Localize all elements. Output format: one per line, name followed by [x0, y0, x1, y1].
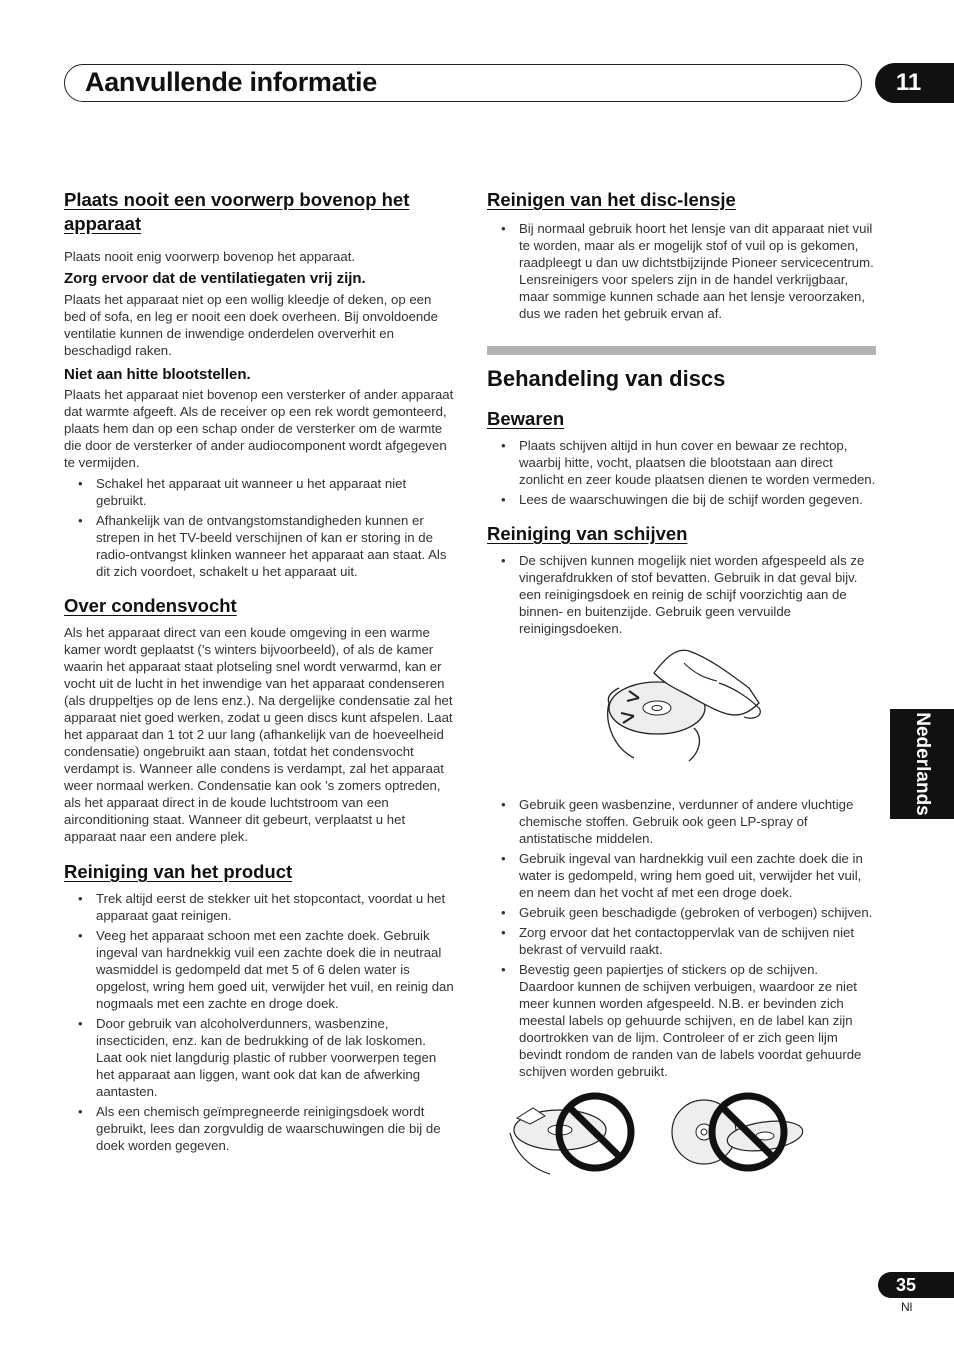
bullet-list: [487, 220, 876, 322]
bullet-list: [64, 890, 454, 1154]
no-warped-disc-drawing: [670, 1088, 805, 1178]
prohibition-illustrations: [487, 1088, 876, 1183]
paragraph: Plaats het apparaat niet bovenop een versterker of ander apparaat dat warmte afgeeft. Als de receiver op een rek wordt gemonteerd, plaats hem dan op een schap onder de versterker om de warmte die door de versterker of ander audiocomponent wordt afgegeven te vermijden.: [64, 387, 454, 470]
list-item: • Bij normaal gebruik hoort het lensje van dit apparaat niet vuil te worden, maar als er mogelijk stof of vuil op is gekomen, raadpleegt u dan uw dichtstbijzijnde Pioneer servicecentrum. Lensreinigers voor spelers zijn in de handel verkrijgbaar, maar sommige kunnen schade aan het lensje veroorzaken, dus we raden het gebruik ervan af.: [487, 220, 876, 322]
disc-wiping-drawing: [599, 643, 779, 768]
list-item: • Schakel het apparaat uit wanneer u het apparaat niet gebruikt.: [64, 475, 454, 509]
section-heading: Bewaren: [487, 408, 565, 429]
bullet-list: [64, 475, 454, 580]
list-item: • Zorg ervoor dat het contactoppervlak van de schijven niet bekrast of vervuild raakt.: [487, 924, 876, 958]
language-tab-label: Nederlands: [912, 712, 933, 816]
list-item: • Gebruik geen wasbenzine, verdunner of andere vluchtige chemische stoffen. Gebruik ook geen LP-spray of antistatische middelen.: [487, 796, 876, 847]
section-heading: Plaats nooit een voorwerp bovenop het apparaat: [64, 189, 410, 234]
bullet-list: [487, 796, 876, 1080]
list-item: • Plaats schijven altijd in hun cover en bewaar ze rechtop, waarbij hitte, vocht, plaatsen die blootstaan aan direct zonlicht en zeer koude plaatsen dienen te worden vermeden.: [487, 437, 876, 488]
list-item: • Door gebruik van alcoholverdunners, wasbenzine, insecticiden, enz. kan de bedrukking of de lak loskomen. Laat ook niet langdurig plastic of rubber voorwerpen tegen het apparaat aan liggen, want ook dat kan de afwerking aantasten.: [64, 1015, 454, 1100]
subheading: Niet aan hitte blootstellen.: [64, 366, 251, 383]
list-item: • Gebruik ingeval van hardnekkig vuil een zachte doek die in water is gedompeld, wring hem goed uit, verwijder het vuil, en neem dan het vocht af met een droge doek.: [487, 850, 876, 901]
paragraph: Plaats het apparaat niet op een wollig kleedje of deken, op een bed of sofa, en leg er nooit een doek overheen. Bij onvoldoende ventilatie kunnen de inwendige onderdelen oververhit en beschadigd raken.: [64, 292, 438, 358]
paragraph: Als het apparaat direct van een koude omgeving in een warme kamer wordt geplaatst (’s winters bijvoorbeeld), of als de kamer waarin het apparaat staat plotseling snel wordt verwarmd, kan er vocht uit de lucht in het inwendige van het apparaat condenseren (als druppeltjes op de lens enz.). Na dergelijke condensatie zal het apparaat niet goed werken, zodat u geen discs kunt afspelen. Laat het apparaat dan 1 tot 2 uur lang (afhankelijk van de hoeveelheid condensatie) ongebruikt aan staan, totdat het condensvocht verdampt is. Wanneer alle condens is verdampt, zal het apparaat weer normaal werken. Condensatie kan ook ’s zomers optreden, als het apparaat direct in de koude luchtstroom van een airconditioning staat. Wanneer dit gebeurt, verplaatst u het apparaat naar een andere plek.: [64, 625, 453, 844]
list-item: • Lees de waarschuwingen die bij de schijf worden gegeven.: [487, 491, 876, 508]
list-item: • De schijven kunnen mogelijk niet worden afgespeeld als ze vingerafdrukken of stof bevatten. Gebruik in dat geval bijv. een reinigingsdoek en reinig de schijf voorzichtig aan de binnen- en buitenzijde. Gebruik geen vervuilde reinigingsdoeken.: [487, 552, 876, 637]
section-heading: Reiniging van het product: [64, 861, 293, 882]
page-title: Aanvullende informatie: [85, 67, 377, 97]
right-column: [487, 188, 876, 1183]
subheading: Zorg ervoor dat de ventilatiegaten vrij zijn.: [64, 270, 366, 287]
section-divider-bar: [487, 346, 876, 355]
bullet-list: [487, 437, 876, 508]
page-number-badge: 35: [878, 1272, 954, 1298]
language-side-tab: [890, 709, 954, 819]
main-section-title: Behandeling van discs: [487, 366, 726, 391]
page-language-code: Nl: [901, 1300, 913, 1314]
section-heading: Reiniging van schijven: [487, 523, 688, 544]
list-item: • Afhankelijk van de ontvangstomstandigheden kunnen er strepen in het TV-beeld verschijnen of kan er storing in de radio-ontvangst klinken wanneer het apparaat aan staat. Als dit zich voordoet, schakelt u het apparaat uit.: [64, 512, 454, 580]
left-column: [64, 188, 454, 1157]
section-heading: Reinigen van het disc-lensje: [487, 189, 736, 210]
disc-cleaning-illustration: [487, 643, 876, 778]
list-item: • Gebruik geen beschadigde (gebroken of verbogen) schijven.: [487, 904, 876, 921]
chapter-number-badge: 11: [875, 63, 954, 103]
list-item: • Bevestig geen papiertjes of stickers op de schijven. Daardoor kunnen de schijven verbuigen, waardoor ze niet meer kunnen worden afgespeeld. N.B. er bevinden zich meestal labels op gehuurde schijven, en de label kan zijn doortrokken van de lijm. Controleer of er zich geen lijm bevindt rondom de randen van de labels voordat gehuurde schijven worden gebruikt.: [487, 961, 876, 1080]
list-item: • Trek altijd eerst de stekker uit het stopcontact, voordat u het apparaat gaat reinigen.: [64, 890, 454, 924]
section-heading: Over condensvocht: [64, 595, 237, 616]
paragraph: Plaats nooit enig voorwerp bovenop het apparaat.: [64, 249, 356, 264]
no-sticker-drawing: [505, 1088, 640, 1178]
bullet-list: [487, 552, 876, 637]
list-item: • Veeg het apparaat schoon met een zachte doek. Gebruik ingeval van hardnekkig vuil een zachte doek die in neutraal wasmiddel is gedompeld dat met 5 of 6 delen water is opgelost, wring hem goed uit, verwijder het vuil, en reinig dan nogmaals met een zachte en droge doek.: [64, 927, 454, 1012]
list-item: • Als een chemisch geïmpregneerde reinigingsdoek wordt gebruikt, lees dan zorgvuldig de waarschuwingen die bij de doek worden gegeven.: [64, 1103, 454, 1154]
chapter-header: [64, 64, 862, 102]
